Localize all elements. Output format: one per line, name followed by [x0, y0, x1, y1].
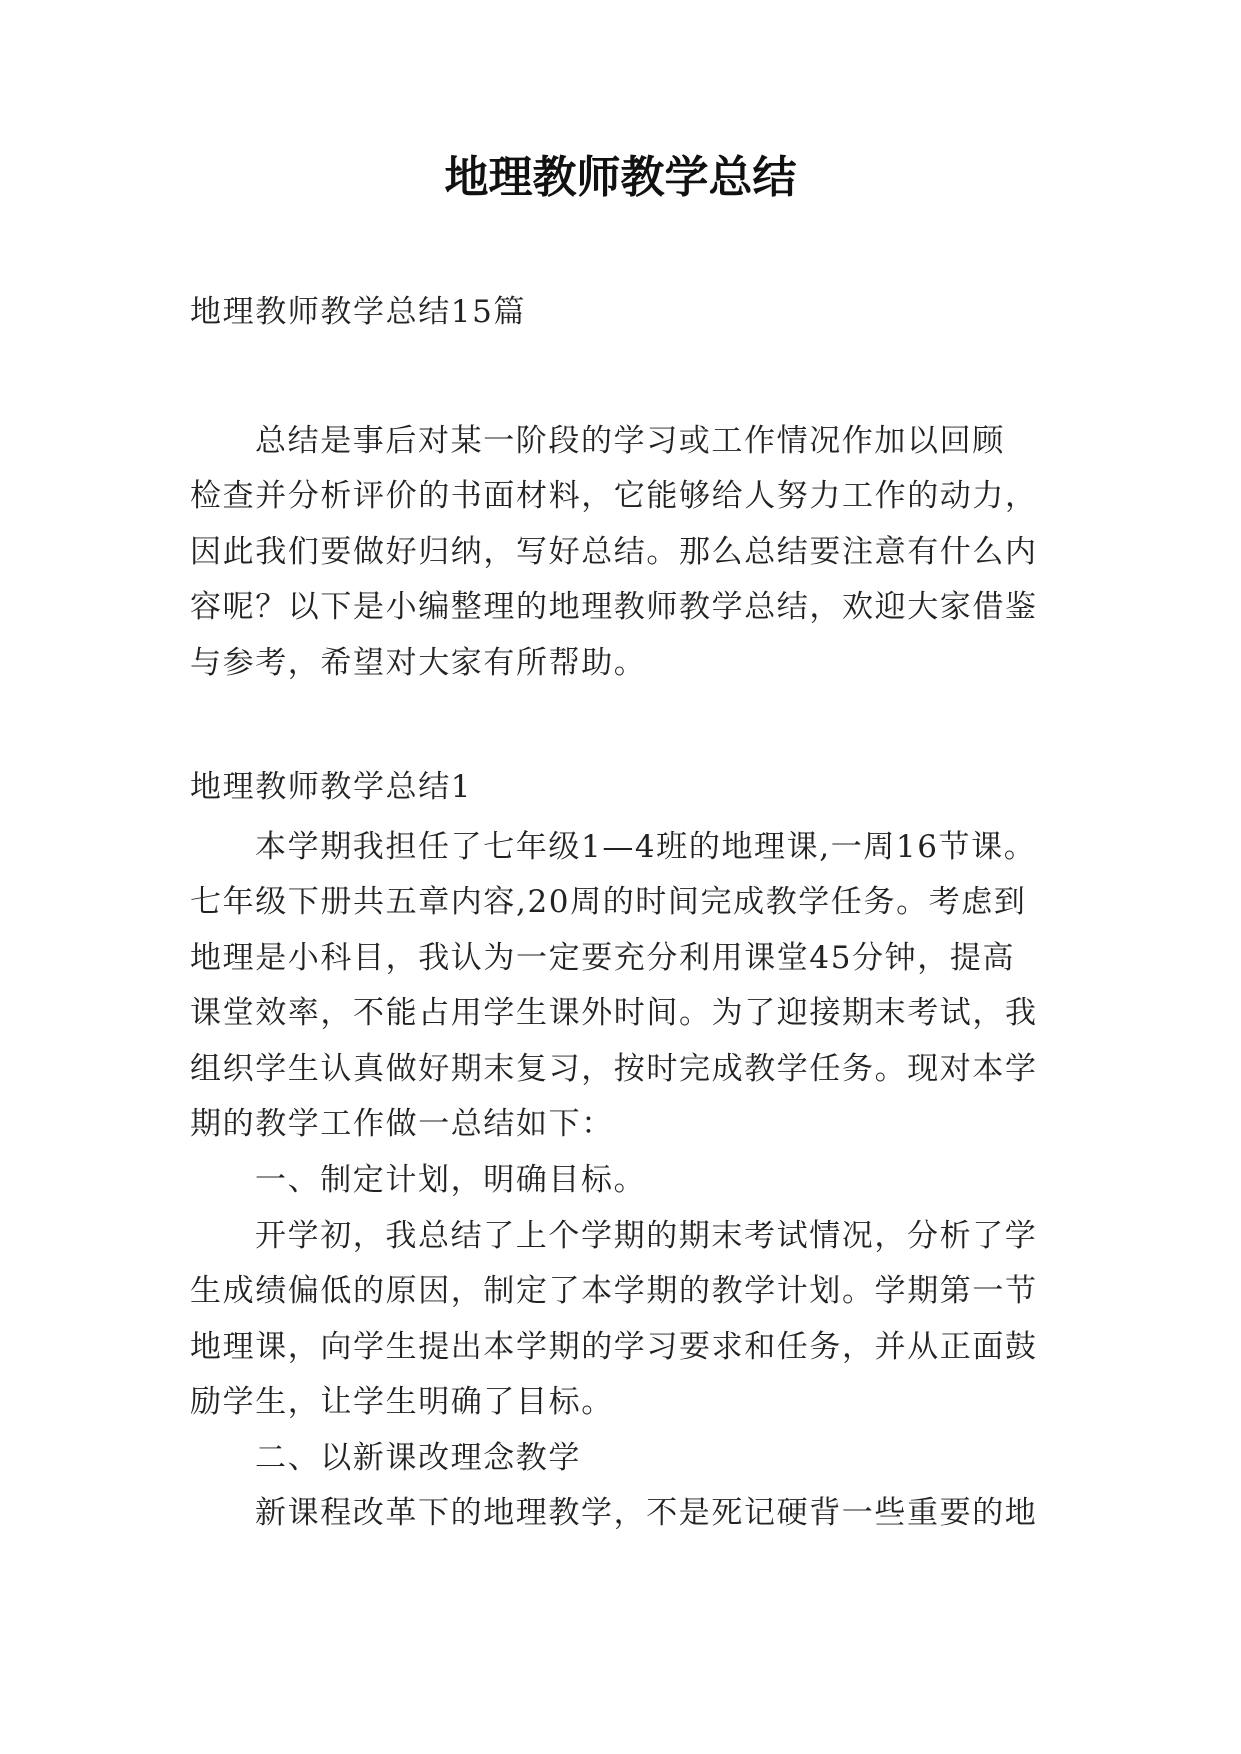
- document-title: 地理教师教学总结: [444, 152, 797, 203]
- paragraph-line: 励学生，让学生明确了目标。: [190, 1384, 614, 1420]
- paragraph-line: 地理课，向学生提出本学期的学习要求和任务，并从正面鼓: [190, 1329, 1038, 1365]
- intro-line: 总结是事后对某一阶段的学习或工作情况作加以回顾: [255, 423, 1005, 459]
- point-heading: 二、以新课改理念教学: [255, 1440, 581, 1476]
- intro-line: 与参考，希望对大家有所帮助。: [190, 645, 647, 681]
- paragraph-line: 开学初，我总结了上个学期的期末考试情况，分析了学: [255, 1218, 1038, 1254]
- paragraph-line: 课堂效率，不能占用学生课外时间。为了迎接期末考试，我: [190, 995, 1038, 1031]
- intro-line: 检查并分析评价的书面材料，它能够给人努力工作的动力，: [190, 478, 1038, 514]
- point-heading: 一、制定计划，明确目标。: [255, 1162, 647, 1198]
- paragraph-line: 本学期我担任了七年级1—4班的地理课,一周16节课。: [255, 829, 1037, 865]
- paragraph-line: 组织学生认真做好期末复习，按时完成教学任务。现对本学: [190, 1051, 1038, 1087]
- paragraph-line: 新课程改革下的地理教学，不是死记硬背一些重要的地: [255, 1495, 1038, 1531]
- paragraph-line: 地理是小科目，我认为一定要充分利用课堂45分钟，提高: [190, 940, 1016, 976]
- intro-line: 容呢？以下是小编整理的地理教师教学总结，欢迎大家借鉴: [190, 589, 1038, 625]
- paragraph-line: 七年级下册共五章内容,20周的时间完成教学任务。考虑到: [190, 884, 1027, 920]
- section-heading: 地理教师教学总结1: [190, 769, 473, 805]
- document-subtitle: 地理教师教学总结15篇: [190, 294, 527, 330]
- intro-line: 因此我们要做好归纳，写好总结。那么总结要注意有什么内: [190, 534, 1038, 570]
- paragraph-line: 生成绩偏低的原因，制定了本学期的教学计划。学期第一节: [190, 1273, 1038, 1309]
- paragraph-line: 期的教学工作做一总结如下：: [190, 1106, 614, 1142]
